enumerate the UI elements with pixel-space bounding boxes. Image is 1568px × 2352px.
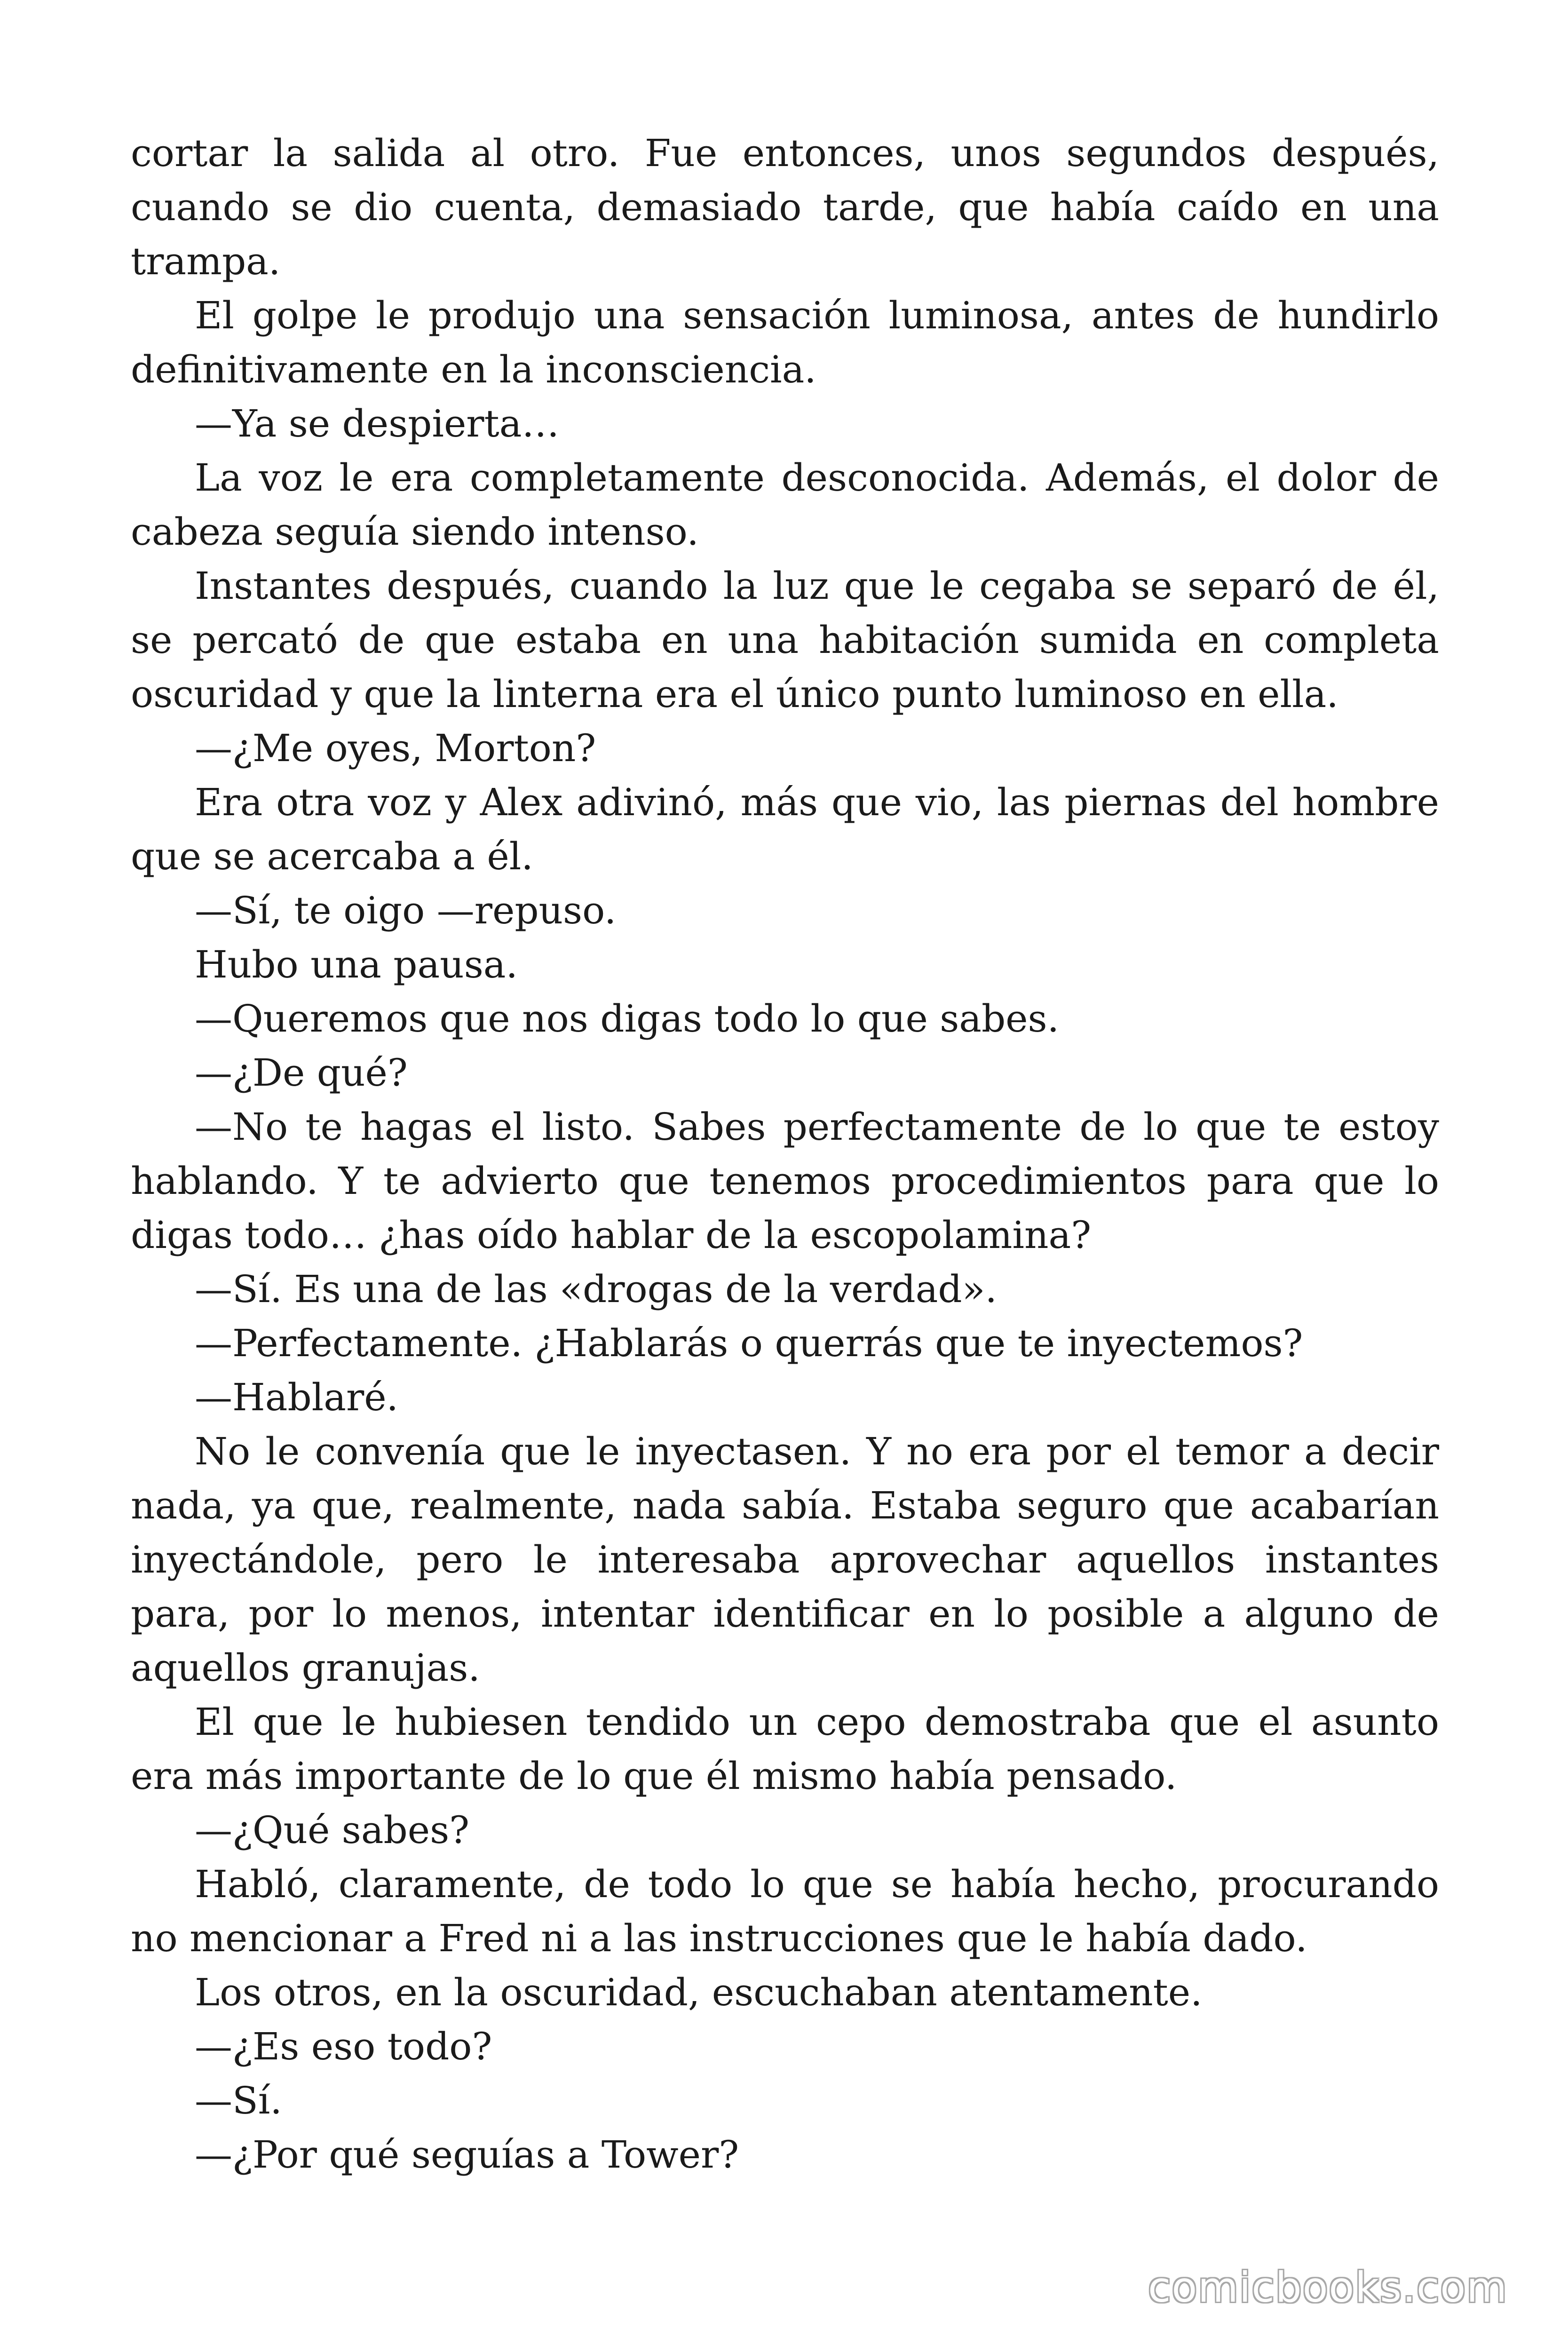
dialogue-line: —Sí. Es una de las «drogas de la verdad».	[195, 1267, 997, 1311]
book-page-text	[131, 126, 1439, 2182]
paragraph: El golpe le produjo una sensación luminosa, antes de hundirlo definitivamente en la inconsciencia.	[131, 294, 1439, 391]
paragraph: Instantes después, cuando la luz que le cegaba se separó de él, se percató de que estaba en una habitación sumida en completa oscuridad y que la linterna era el único punto luminoso en ella.	[131, 564, 1439, 716]
dialogue-line: —¿Me oyes, Morton?	[195, 726, 596, 770]
paragraph: Hubo una pausa.	[195, 943, 518, 986]
dialogue-line: —¿Por qué seguías a Tower?	[195, 2133, 739, 2177]
paragraph: El que le hubiesen tendido un cepo demostraba que el asunto era más importante de lo que él mismo había pensado.	[131, 1700, 1439, 1798]
dialogue-line: —¿Qué sabes?	[195, 1808, 470, 1852]
dialogue-line: —¿De qué?	[195, 1051, 408, 1095]
dialogue-line: —Sí, te oigo —repuso.	[195, 889, 617, 932]
dialogue-line: —Hablaré.	[195, 1375, 398, 1419]
paragraph: Era otra voz y Alex adivinó, más que vio, las piernas del hombre que se acercaba a él.	[131, 780, 1439, 878]
paragraph: Los otros, en la oscuridad, escuchaban atentamente.	[195, 1971, 1203, 2014]
watermark: comicbooks.com	[1148, 2263, 1508, 2312]
paragraph: cortar la salida al otro. Fue entonces, unos segundos después, cuando se dio cuenta, demasiado tarde, que había caído en una trampa.	[131, 131, 1439, 283]
dialogue-line: —Queremos que nos digas todo lo que sabes.	[195, 997, 1060, 1041]
dialogue-line: —¿Es eso todo?	[195, 2025, 492, 2068]
paragraph: Habló, claramente, de todo lo que se había hecho, procurando no mencionar a Fred ni a las instrucciones que le había dado.	[131, 1862, 1439, 1960]
dialogue-line: —Ya se despierta…	[195, 402, 560, 445]
dialogue-line: —Sí.	[195, 2079, 282, 2122]
paragraph: No le convenía que le inyectasen. Y no era por el temor a decir nada, ya que, realmente, nada sabía. Estaba seguro que acabarían inyectándole, pero le interesaba aprovechar aquellos instantes para, por lo menos, intentar identificar en lo posible a alguno de aquellos granujas.	[131, 1430, 1439, 1690]
paragraph: La voz le era completamente desconocida. Además, el dolor de cabeza seguía siendo intenso.	[131, 456, 1439, 554]
dialogue-line: —No te hagas el listo. Sabes perfectamente de lo que te estoy hablando. Y te advierto que tenemos procedimientos para que lo digas todo… ¿has oído hablar de la escopolamina?	[131, 1105, 1439, 1257]
dialogue-line: —Perfectamente. ¿Hablarás o querrás que te inyectemos?	[195, 1321, 1303, 1365]
